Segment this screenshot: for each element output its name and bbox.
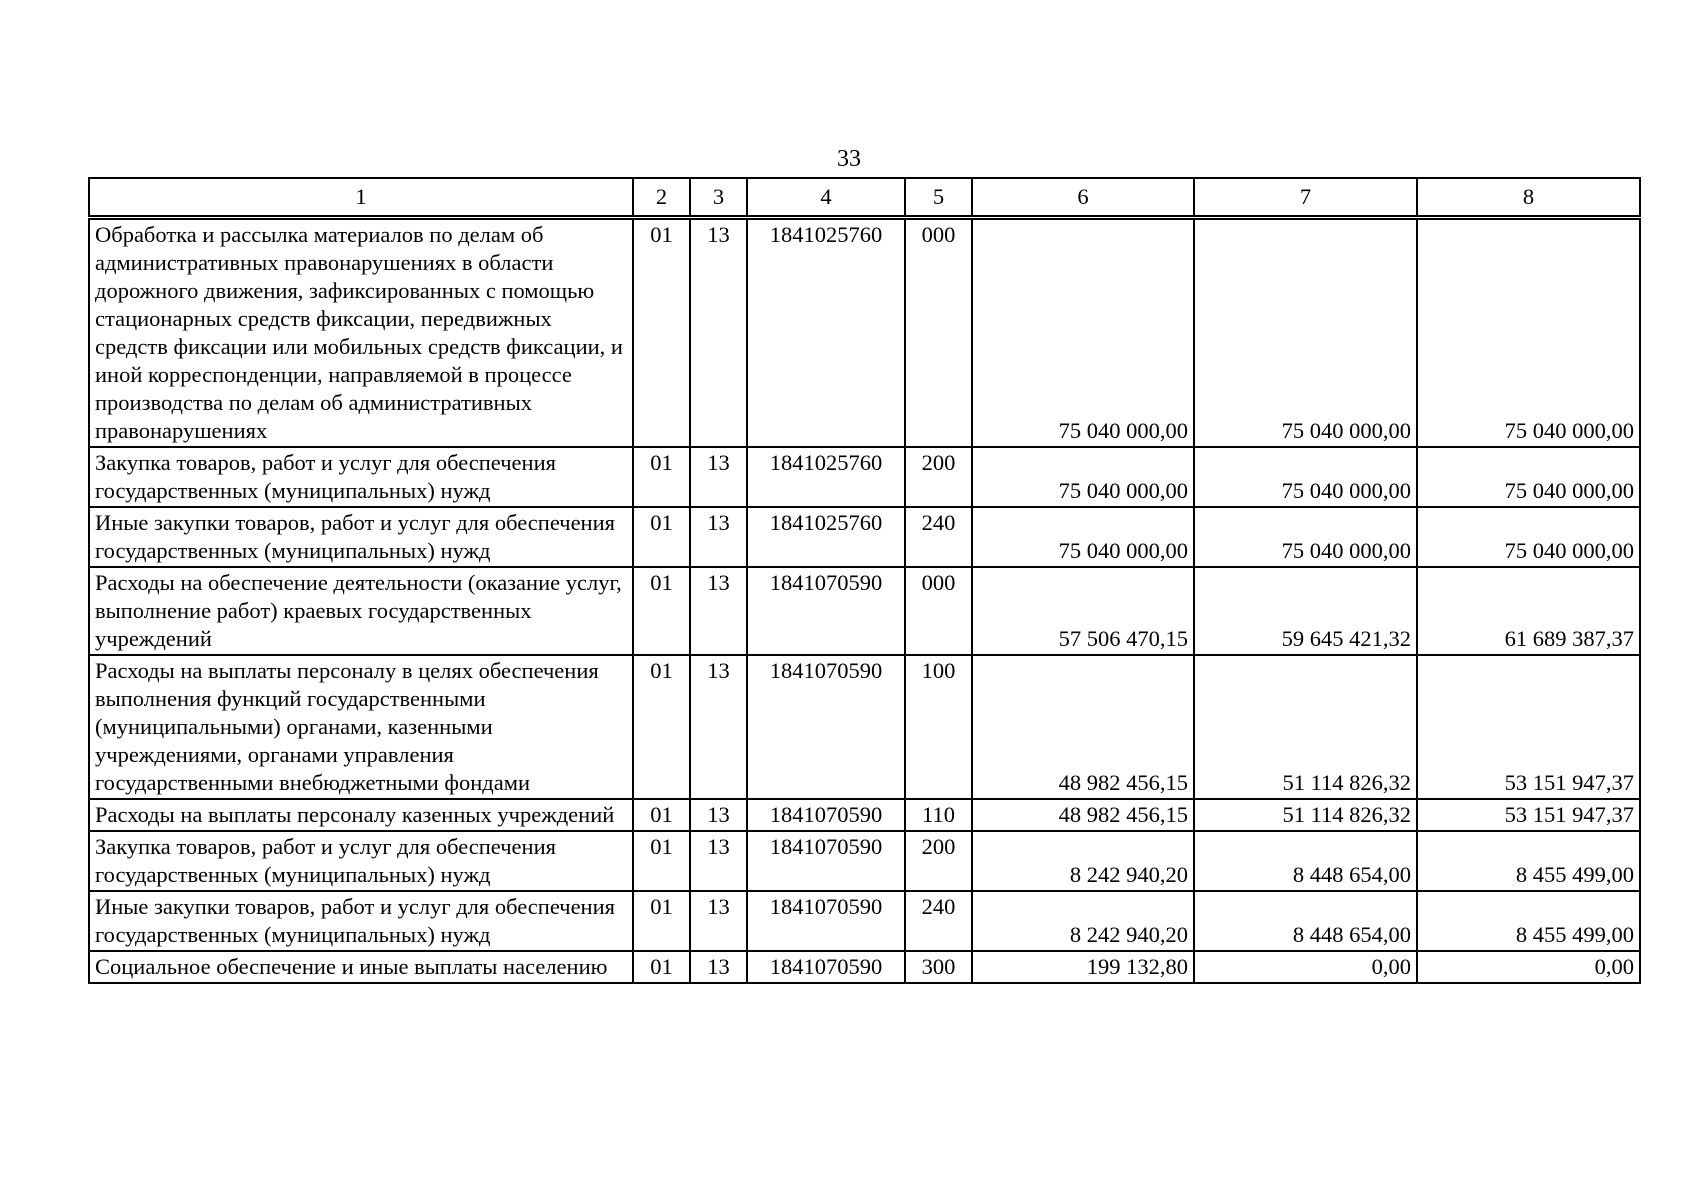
row-name: Закупка товаров, работ и услуг для обеспечения государственных (муниципальных) нужд (89, 831, 633, 891)
table-row (89, 218, 1640, 448)
section-code: 01 (633, 891, 690, 951)
amount-column-8: 75 040 000,00 (1417, 507, 1640, 567)
table-row (89, 447, 1640, 507)
column-header-4: 4 (747, 178, 905, 218)
amount-column-8: 53 151 947,37 (1417, 799, 1640, 831)
section-code: 01 (633, 507, 690, 567)
target-article-code: 1841070590 (747, 831, 905, 891)
expense-type-code: 000 (905, 218, 972, 448)
subsection-code: 13 (690, 655, 747, 799)
target-article-code: 1841070590 (747, 891, 905, 951)
expense-type-code: 240 (905, 891, 972, 951)
subsection-code: 13 (690, 891, 747, 951)
column-header-6: 6 (972, 178, 1194, 218)
amount-column-7: 75 040 000,00 (1194, 218, 1417, 448)
section-code: 01 (633, 567, 690, 655)
amount-column-7: 8 448 654,00 (1194, 891, 1417, 951)
target-article-code: 1841070590 (747, 951, 905, 983)
expense-type-code: 300 (905, 951, 972, 983)
amount-column-8: 75 040 000,00 (1417, 447, 1640, 507)
table-header (89, 178, 1640, 218)
row-name: Расходы на выплаты персоналу казенных учреждений (89, 799, 633, 831)
header-row (89, 178, 1640, 218)
column-header-1: 1 (89, 178, 633, 218)
target-article-code: 1841070590 (747, 655, 905, 799)
amount-column-8: 8 455 499,00 (1417, 831, 1640, 891)
amount-column-8: 8 455 499,00 (1417, 891, 1640, 951)
row-name: Иные закупки товаров, работ и услуг для обеспечения государственных (муниципальных) нужд (89, 891, 633, 951)
table-row (89, 567, 1640, 655)
subsection-code: 13 (690, 951, 747, 983)
expense-type-code: 200 (905, 447, 972, 507)
target-article-code: 1841025760 (747, 507, 905, 567)
row-name: Закупка товаров, работ и услуг для обеспечения государственных (муниципальных) нужд (89, 447, 633, 507)
expense-type-code: 200 (905, 831, 972, 891)
table-row (89, 655, 1640, 799)
subsection-code: 13 (690, 799, 747, 831)
table-row (89, 831, 1640, 891)
row-name: Расходы на обеспечение деятельности (оказание услуг, выполнение работ) краевых государственных учреждений (89, 567, 633, 655)
row-name: Расходы на выплаты персоналу в целях обеспечения выполнения функций государственными (муниципальными) органами, казенными учреждениями, органами управления государственными внебюджетными фондами (89, 655, 633, 799)
budget-table (88, 177, 1641, 984)
subsection-code: 13 (690, 831, 747, 891)
amount-column-6: 48 982 456,15 (972, 655, 1194, 799)
amount-column-7: 51 114 826,32 (1194, 799, 1417, 831)
table-row (89, 507, 1640, 567)
amount-column-7: 75 040 000,00 (1194, 507, 1417, 567)
amount-column-7: 51 114 826,32 (1194, 655, 1417, 799)
table-row (89, 951, 1640, 983)
amount-column-6: 48 982 456,15 (972, 799, 1194, 831)
row-name: Иные закупки товаров, работ и услуг для обеспечения государственных (муниципальных) нужд (89, 507, 633, 567)
subsection-code: 13 (690, 507, 747, 567)
column-header-7: 7 (1194, 178, 1417, 218)
subsection-code: 13 (690, 218, 747, 448)
row-name: Социальное обеспечение и иные выплаты населению (89, 951, 633, 983)
table-body (89, 218, 1640, 984)
column-header-8: 8 (1417, 178, 1640, 218)
expense-type-code: 110 (905, 799, 972, 831)
amount-column-7: 8 448 654,00 (1194, 831, 1417, 891)
expense-type-code: 240 (905, 507, 972, 567)
amount-column-8: 0,00 (1417, 951, 1640, 983)
expense-type-code: 000 (905, 567, 972, 655)
amount-column-7: 75 040 000,00 (1194, 447, 1417, 507)
table-row (89, 799, 1640, 831)
section-code: 01 (633, 799, 690, 831)
column-header-3: 3 (690, 178, 747, 218)
target-article-code: 1841025760 (747, 218, 905, 448)
section-code: 01 (633, 831, 690, 891)
amount-column-7: 0,00 (1194, 951, 1417, 983)
section-code: 01 (633, 447, 690, 507)
target-article-code: 1841070590 (747, 799, 905, 831)
amount-column-6: 75 040 000,00 (972, 507, 1194, 567)
expense-type-code: 100 (905, 655, 972, 799)
amount-column-8: 75 040 000,00 (1417, 218, 1640, 448)
row-name: Обработка и рассылка материалов по делам об административных правонарушениях в области дорожного движения, зафиксированных с помощью стационарных средств фиксации, передвижных средств фиксации или мобильных средств фиксации, и иной корреспонденции, направляемой в процессе производства по делам об административных правонарушениях (89, 218, 633, 448)
section-code: 01 (633, 655, 690, 799)
amount-column-7: 59 645 421,32 (1194, 567, 1417, 655)
amount-column-6: 57 506 470,15 (972, 567, 1194, 655)
section-code: 01 (633, 218, 690, 448)
page-number: 33 (837, 146, 861, 172)
amount-column-6: 75 040 000,00 (972, 218, 1194, 448)
amount-column-6: 75 040 000,00 (972, 447, 1194, 507)
target-article-code: 1841025760 (747, 447, 905, 507)
amount-column-8: 53 151 947,37 (1417, 655, 1640, 799)
table-row (89, 891, 1640, 951)
subsection-code: 13 (690, 447, 747, 507)
amount-column-6: 199 132,80 (972, 951, 1194, 983)
amount-column-8: 61 689 387,37 (1417, 567, 1640, 655)
section-code: 01 (633, 951, 690, 983)
target-article-code: 1841070590 (747, 567, 905, 655)
column-header-5: 5 (905, 178, 972, 218)
amount-column-6: 8 242 940,20 (972, 831, 1194, 891)
subsection-code: 13 (690, 567, 747, 655)
amount-column-6: 8 242 940,20 (972, 891, 1194, 951)
column-header-2: 2 (633, 178, 690, 218)
